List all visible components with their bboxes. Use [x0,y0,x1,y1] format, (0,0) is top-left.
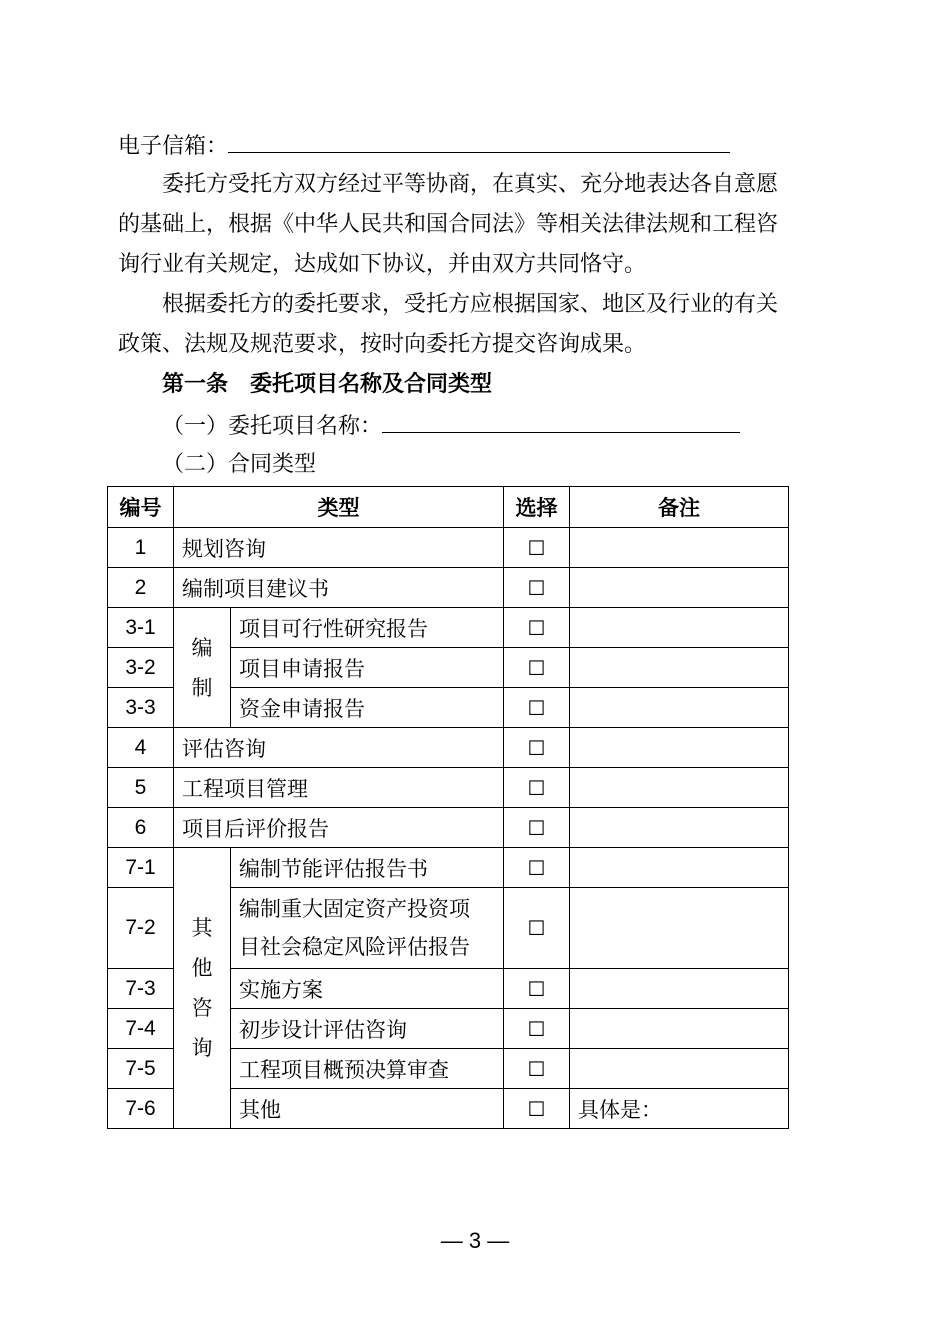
row-number: 7-6 [108,1089,174,1129]
contract-type-table [107,486,789,1129]
row-type-line2: 目社会稳定风险评估报告 [239,935,470,959]
row-number: 7-5 [108,1049,174,1089]
group-char: 询 [191,1036,213,1060]
row-type: 编制项目建议书 [174,568,504,608]
row-type: 项目可行性研究报告 [231,608,504,648]
row-note[interactable] [570,648,789,688]
checkbox[interactable]: ☐ [504,808,570,848]
table-row [108,608,789,648]
para1-line2: 的基础上，根据《中华人民共和国合同法》等相关法律法规和工程咨 [118,212,779,237]
header-select: 选择 [504,487,570,528]
row-note[interactable] [570,608,789,648]
contract-type-label: （二）合同类型 [162,452,317,477]
group-char: 他 [191,956,213,980]
row-number: 3-1 [108,608,174,648]
table-row [108,728,789,768]
table-row [108,848,789,888]
row-type-line1: 编制重大固定资产投资项 [239,897,470,921]
row-number: 7-2 [108,888,174,969]
row-note[interactable] [570,728,789,768]
checkbox[interactable]: ☐ [504,768,570,808]
checkbox[interactable]: ☐ [504,969,570,1009]
row-number: 7-1 [108,848,174,888]
table-row [108,768,789,808]
group-bianzhi [174,608,231,728]
para2-line2: 政策、法规及规范要求，按时向委托方提交咨询成果。 [118,332,647,357]
row-note[interactable] [570,528,789,568]
table-row [108,808,789,848]
checkbox[interactable]: ☐ [504,728,570,768]
group-char: 其 [191,916,213,940]
row-note[interactable] [570,1049,789,1089]
row-number: 7-3 [108,969,174,1009]
header-type: 类型 [174,487,504,528]
row-type: 工程项目概预决算审查 [231,1049,504,1089]
para1-line1: 委托方受托方双方经过平等协商，在真实、充分地表达各自意愿 [162,172,779,197]
project-name-blank[interactable] [382,410,740,433]
checkbox[interactable]: ☐ [504,608,570,648]
project-name-line [162,410,740,442]
row-note[interactable] [570,568,789,608]
row-type: 项目申请报告 [231,648,504,688]
row-type: 工程项目管理 [174,768,504,808]
row-type: 实施方案 [231,969,504,1009]
group-char: 咨 [191,996,213,1020]
para2-line1: 根据委托方的委托要求，受托方应根据国家、地区及行业的有关 [162,292,779,317]
row-type: 编制节能评估报告书 [231,848,504,888]
row-number: 4 [108,728,174,768]
row-number: 1 [108,528,174,568]
table-row [108,528,789,568]
row-type: 规划咨询 [174,528,504,568]
checkbox[interactable]: ☐ [504,688,570,728]
row-note[interactable] [570,969,789,1009]
group-char: 编 [191,635,213,660]
row-number: 3-2 [108,648,174,688]
para1-line3: 询行业有关规定，达成如下协议，并由双方共同恪守。 [118,252,647,277]
header-number: 编号 [108,487,174,528]
row-number: 5 [108,768,174,808]
checkbox[interactable]: ☐ [504,568,570,608]
row-number: 2 [108,568,174,608]
header-note: 备注 [570,487,789,528]
article1-heading: 第一条 委托项目名称及合同类型 [162,372,493,397]
row-note[interactable] [570,688,789,728]
row-note[interactable]: 具体是： [570,1089,789,1129]
row-type: 其他 [231,1089,504,1129]
group-other-consulting [174,848,231,1129]
row-number: 3-3 [108,688,174,728]
page-number: — 3 — [440,1228,510,1253]
group-char: 制 [191,675,213,700]
checkbox[interactable]: ☐ [504,1089,570,1129]
email-line [118,130,730,162]
email-label: 电子信箱： [118,134,229,159]
checkbox[interactable]: ☐ [504,648,570,688]
row-type: 项目后评价报告 [174,808,504,848]
project-name-label: （一）委托项目名称： [162,414,383,439]
table-header-row [108,487,789,528]
row-type: 资金申请报告 [231,688,504,728]
row-note[interactable] [570,848,789,888]
row-note[interactable] [570,808,789,848]
row-number: 6 [108,808,174,848]
table-row [108,568,789,608]
row-type: 评估咨询 [174,728,504,768]
checkbox[interactable]: ☐ [504,1009,570,1049]
row-number: 7-4 [108,1009,174,1049]
row-note[interactable] [570,1009,789,1049]
checkbox[interactable]: ☐ [504,528,570,568]
email-blank[interactable] [228,130,730,153]
row-note[interactable] [570,768,789,808]
row-type: 初步设计评估咨询 [231,1009,504,1049]
checkbox[interactable]: ☐ [504,1049,570,1089]
checkbox[interactable]: ☐ [504,848,570,888]
checkbox[interactable]: ☐ [504,888,570,969]
row-note[interactable] [570,888,789,969]
row-type [231,888,504,969]
